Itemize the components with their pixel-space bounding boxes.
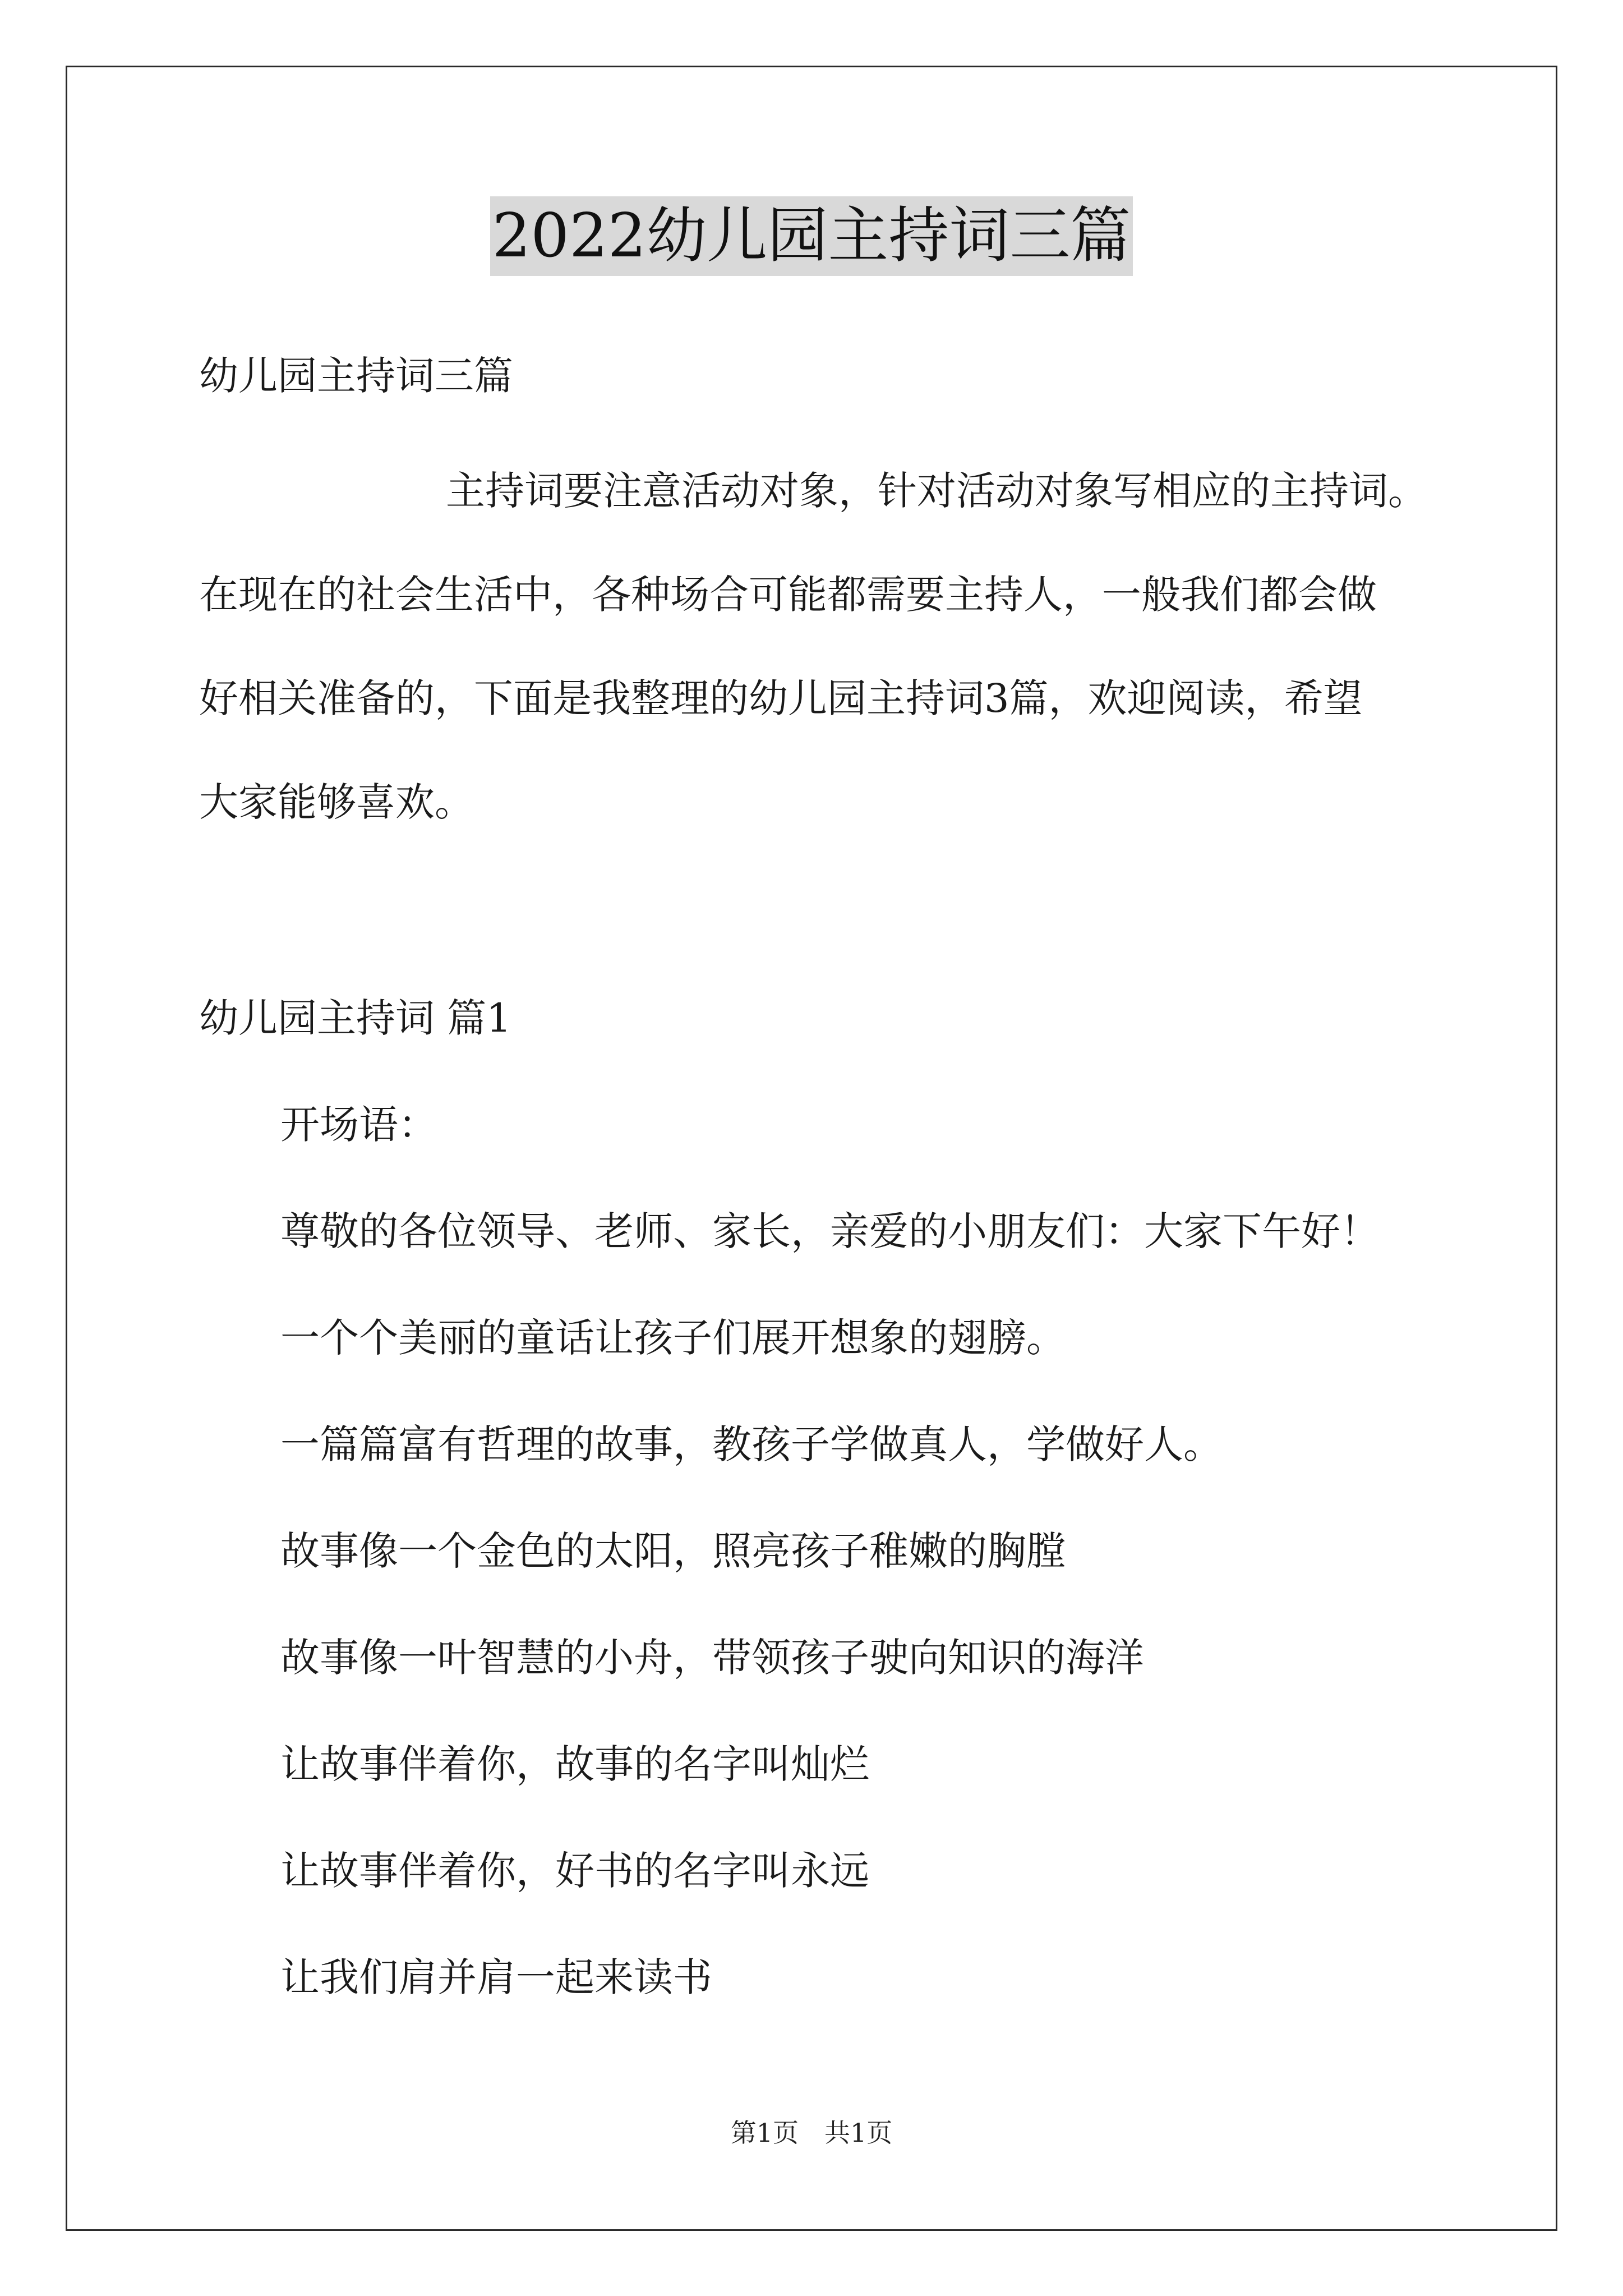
section-line: 故事像一个金色的太阳，照亮孩子稚嫩的胸膛 xyxy=(280,1528,1066,1574)
document-subtitle: 幼儿园主持词三篇 xyxy=(199,353,513,399)
document-title: 2022幼儿园主持词三篇 xyxy=(490,196,1133,276)
intro-line: 主持词要注意活动对象，针对活动对象写相应的主持词。 xyxy=(446,468,1427,514)
section-heading: 幼儿园主持词 篇1 xyxy=(199,995,511,1041)
section-line: 一篇篇富有哲理的故事，教孩子学做真人，学做好人。 xyxy=(280,1421,1223,1467)
intro-line: 大家能够喜欢。 xyxy=(199,779,474,825)
page-number: 第1页 xyxy=(730,2118,799,2148)
section-line: 让故事伴着你，故事的名字叫灿烂 xyxy=(280,1741,869,1787)
section-line: 让故事伴着你，好书的名字叫永远 xyxy=(280,1848,869,1894)
section-line: 开场语： xyxy=(280,1102,437,1148)
page-total: 共1页 xyxy=(824,2118,893,2148)
page-footer xyxy=(0,2116,1623,2150)
section-line: 故事像一叶智慧的小舟，带领孩子驶向知识的海洋 xyxy=(280,1635,1144,1681)
title-container xyxy=(0,196,1623,276)
intro-line: 好相关准备的，下面是我整理的幼儿园主持词3篇，欢迎阅读，希望 xyxy=(199,675,1363,721)
section-line: 让我们肩并肩一起来读书 xyxy=(280,1954,712,2000)
section-line: 一个个美丽的童话让孩子们展开想象的翅膀。 xyxy=(280,1315,1066,1361)
intro-line: 在现在的社会生活中，各种场合可能都需要主持人，一般我们都会做 xyxy=(199,572,1377,618)
section-line: 尊敬的各位领导、老师、家长，亲爱的小朋友们：大家下午好！ xyxy=(280,1208,1380,1254)
